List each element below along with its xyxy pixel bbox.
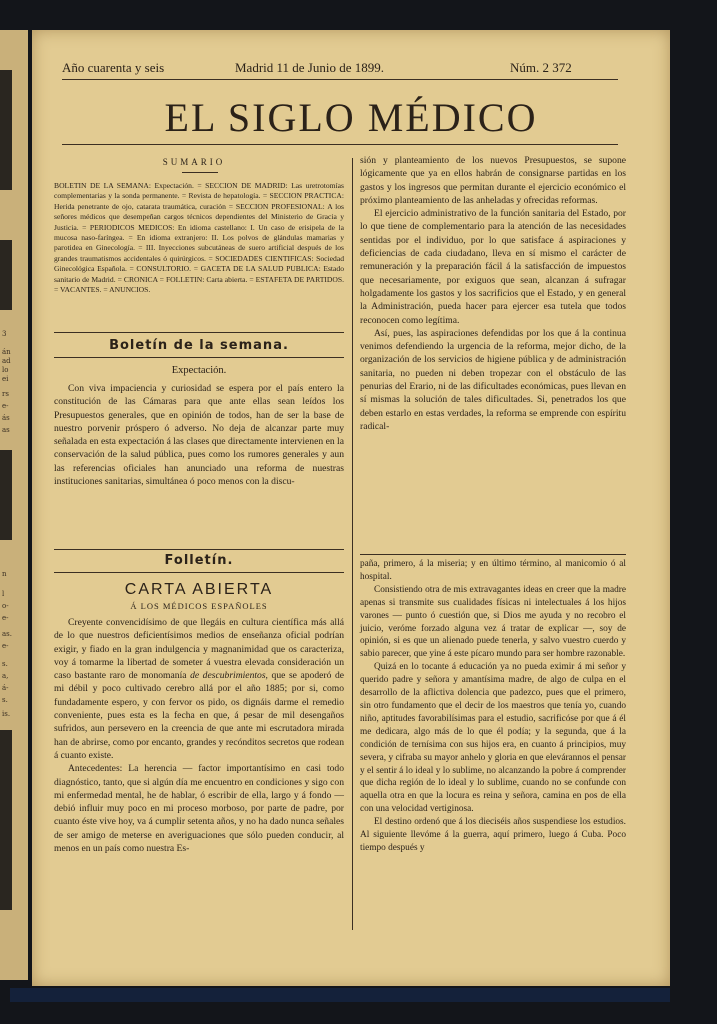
folletin-paragraph-2: Antecedentes: La herencia — factor importantísimo en casi todo diagnóstico, tanto, que si algún día me encuentro en condiciones y sigo con mi enfermedad mental, he de hablar, ó escribir de ella, largo y á fondo — debió influir muy poco en mi proceso morboso, por parte de padre, por cuanto éste vive hoy, va á cumplir setenta años, y no ha dado nunca señales de ser amigo de meterse en averiguaciones que sólo pueden conducir, al menos en un país como nuestra Es-	[54, 763, 344, 855]
previous-page-edge	[0, 30, 28, 980]
date-label: Madrid 11 de Junio de 1899.	[235, 60, 384, 75]
prev-fragment: a,	[2, 672, 9, 680]
section-rule	[54, 572, 344, 573]
prev-fragment: e-	[2, 402, 9, 410]
prev-fragment: as.	[2, 630, 12, 638]
boletin-subheading: Expectación.	[171, 365, 227, 376]
letter-subtitle: Á LOS MÉDICOS ESPAÑOLES	[130, 601, 268, 611]
folletin-paragraph-5: Quizá en lo tocante á educación ya no pueda eximir á mi señor y querido padre y señora y amantísima madre, de algo de culpa en el desarrollo de la aflictiva dolencia que padezco, pues que el primero, sin otro fundamento que el decir de los maestros que tenía yo, cuando niño, aptitudes favorabilísimas para el estudio, sacrificóse por que á él me dedicara, algo más de lo que él podía; y la segunda, que á la condición de ternísima con sus hijos era, en cuanto á principios, muy severa, y cifraba su mayor anhelo y gloria en que elevárannos el pensar y el sentir á lo ideal y lo sublime, no alcanzando la pobre á comprender que dicha región de lo ideal y lo sublime, cuando no se confunde con aquella otra en que la locura es reina y señora, camina en pos de ella con una velocidad vertiginosa.	[360, 662, 626, 815]
issue-number: Núm. 2 372	[510, 60, 572, 75]
boletin-continuation	[360, 154, 626, 433]
header-rule	[62, 79, 618, 80]
sumario-rule	[182, 172, 218, 173]
prev-fragment: e-	[2, 642, 9, 650]
prev-fragment: as	[2, 426, 10, 434]
boletin-heading: Boletín de la semana.	[109, 338, 289, 353]
folletin-paragraph-4: Consistiendo otra de mis extravagantes ideas en creer que la madre apenas si transmite sus cualidades físicas ni intelectuales á los hijos varones — punto ó cuestión que, si Dios me ayuda y no recobro el juicio, veróme forzado alguna vez á tratar de explicar —, soy de opinión, si es que un alienado puede tenerla, y salvo vuestro cuerdo y sabio parecer, que yine á este pícaro mundo para ser hombre razonable.	[360, 584, 626, 660]
sumario-text: BOLETIN DE LA SEMANA: Expectación. = SECCION DE MADRID: Las uretrotomías complementarias y la sonda permanente. = Revista de hepatología. = SECCION PRACTICA: Herida penetrante de ojo, catarata traumática, curación = SECCION PROFESIONAL: A los señores médicos que desempeñan cargos técnicos dependientes del Ministerio de Gracia y Justicia. = PERIODICOS MEDICOS: En idioma castellano: I. Un caso de erisipela de la mucosa naso-faríngea. = En idioma extranjero: II. Los polvos de glándulas mamarias y parotidea en Ginecología. = III. Inyecciones subcutáneas de suero artificial después de los grandes traumatismos accidentales ó quirúrgicos. = SOCIEDADES CIENTIFICAS: Sociedad Ginecológica Española. = CONSULTORIO. = GACETA DE LA SALUD PUBLICA: Estado sanitario de Madrid. = CRONICA = FOLLETIN: Carta abierta. = ESTAFETA DE PARTIDOS. = VACANTES. = ANUNCIOS.	[54, 181, 344, 295]
section-rule	[54, 357, 344, 358]
section-rule	[54, 332, 344, 333]
title-rule	[62, 144, 618, 145]
prev-fragment: e-	[2, 614, 9, 622]
prev-fragment: is.	[2, 710, 11, 718]
boletin-paragraph: Con viva impaciencia y curiosidad se espera por el país entero la constitución de las Cámaras para que ante ellas sean leídos los Presupuestos generales, que en opinión de todos, han de ser la base de nuestro porvenir próspero ó adverso. No deja de alcanzar parte muy señalada en esta expectación á las clases que directamente intervienen en la conservación de la salud pública, pues como los rumores generales y aun las referencias oficiales han anunciado una reforma de nuestras instituciones sanitarias, simultánea ó poco menos con la discu-	[54, 383, 344, 488]
folletin-p1-emphasis: de descubrimientos,	[190, 670, 268, 682]
folletin-paragraph-6: El destino ordenó que á los dieciséis años suspendiese los estudios. Al siguiente llevóme á la guerra, aquí primero, luego á Cuba. Poco tiempo después y	[360, 817, 626, 853]
prev-fragment: á-	[2, 684, 9, 692]
folletin-p1-tail: que se apoderó de mi débil y poco cultivado cerebro allá por el año 1885; por si, como fundadamente espero, y con fervor os pido, os dignáis darme el remedio conveniente, pues esta es la fecha en que, á pesar de mil desengaños sufridos, aun persevero en la creencia de que ante mi escrutadora mirada han de abrirse, como por encanto, grandes y recónditos secretos que rodean á cuanto existe.	[54, 670, 344, 761]
bottom-binding-strip	[10, 988, 670, 1002]
prev-fragment: rs	[2, 390, 9, 398]
prev-fragment: 3	[2, 330, 7, 338]
newspaper-page	[32, 30, 670, 986]
letter-title: CARTA ABIERTA	[124, 581, 274, 598]
right-paragraph-3: Así, pues, las aspiraciones defendidas por los que á la continua venimos defendiendo la urgencia de la reforma, mejor dicho, de la organización de los servicios de higiene pública y de administración sanitaria, no pueden ni deben tropezar con el obstáculo de las penurias del Erario, ni de las dificultades económicas, pues llevan en sí mismas la solución de tales dificultades. Si, penetrados los que deben estarlo en estas verdades, la reforma se emprende con espíritu radical-	[360, 327, 626, 432]
sumario-label: SUMARIO	[162, 157, 226, 167]
right-paragraph-1: sión y planteamiento de los nuevos Presupuestos, se supone lógicamente que ya en ellos habrán de consignarse partidas en los gastos y los ingresos que permitan durante el ejercicio económico el próximo planteamiento de las anheladas y ofrecidas reformas.	[360, 155, 626, 206]
right-paragraph-2: El ejercicio administrativo de la función sanitaria del Estado, por lo que tiene de complementario para la atención de las necesidades sentidas por el individuo, por lo que satisface á aspiraciones y deficiencias de cada ciudadano, lleva en sí mismo el carácter de remuneración y la preparación fácil á la satisfacción de impuestos que necesariamente, por exiguos que sean, alcanzan á sufragar holgadamente los gastos y los sacrificios que el Estado, y en general la Administración, pueda hacer para ejercer esa tutela que todos reconocen como legítima.	[360, 208, 626, 326]
prev-fragment: ad	[2, 357, 11, 365]
prev-fragment: ás	[2, 414, 10, 422]
prev-fragment: án	[2, 348, 11, 356]
prev-fragment: n	[2, 570, 7, 578]
prev-fragment: s.	[2, 660, 8, 668]
year-label: Año cuarenta y seis	[62, 60, 165, 75]
folletin-right-body	[360, 558, 626, 855]
boletin-body	[54, 382, 344, 488]
prev-fragment: lo	[2, 366, 9, 374]
column-divider	[352, 158, 353, 930]
folletin-paragraph-3: paña, primero, á la miseria; y en último término, al manicomio ó al hospital.	[360, 559, 626, 582]
prev-fragment: l	[2, 590, 5, 598]
folletin-left-body	[54, 616, 344, 855]
page-title: EL SIGLO MÉDICO	[164, 95, 538, 140]
folletin-paragraph-1	[54, 616, 344, 762]
prev-fragment: o-	[2, 602, 9, 610]
folletin-divider	[360, 554, 626, 555]
folletin-p1-text: Creyente convencidísimo de que llegáis en cultura científica más allá de lo que nuestros deficientísimos medios de enseñanza oficial podrían exigir, y fiado en la gran indulgencia y magnanimidad que os caracteriza, voy á tomarme la libertad de someter á vuestra elevada consideración un caso bastante raro de monomanía	[54, 617, 344, 682]
section-rule	[54, 549, 344, 550]
folletin-heading: Folletín.	[164, 553, 234, 568]
prev-fragment: ei	[2, 375, 9, 383]
prev-fragment: s.	[2, 696, 8, 704]
